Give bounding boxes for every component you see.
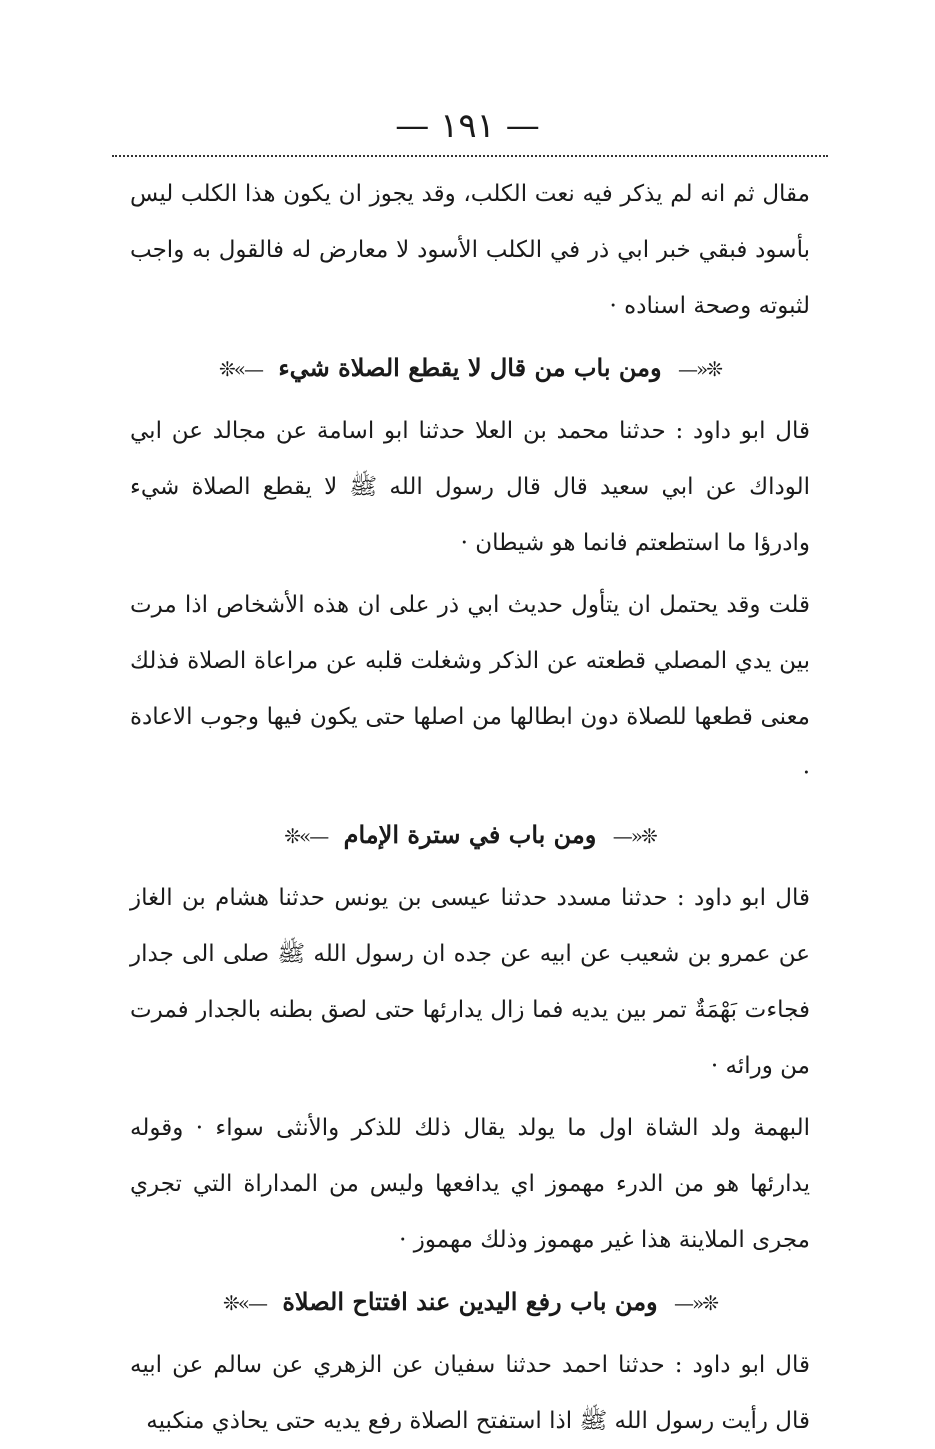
paragraph-3: قلت وقد يحتمل ان يتأول حديث ابي ذر على ان هذه الأشخاص اذا مرت بين يدي المصلي قطعته عن الذكر وشغلت قلبه عن مراعاة الصلاة فذلك معنى قطعها للصلاة دون ابطالها من اصلها حتى يكون فيها وجوب الاعادة · (130, 592, 810, 786)
section-heading-1-text: ومن باب من قال لا يقطع الصلاة شيء (278, 353, 662, 382)
section-heading-3-text: ومن باب رفع اليدين عند افتتاح الصلاة (282, 1287, 658, 1316)
paragraph-5: البهمة ولد الشاة اول ما يولد يقال ذلك للذكر والأنثى سواء · وقوله يدارئها هو من الدرء مهموز اي يدافعها وليس من المداراة التي تجري مجرى الملاينة هذا غير مهموز وذلك مهموز · (130, 1115, 810, 1253)
ornament-right-icon: ❊«— (612, 824, 656, 848)
header-divider (112, 155, 828, 157)
ornament-left-icon: —»❊ (284, 824, 328, 848)
page-number: — ١٩١ — (395, 106, 540, 146)
section-heading-2-text: ومن باب في سترة الإمام (343, 820, 597, 849)
section-heading-2 (130, 805, 810, 866)
page-body (130, 166, 810, 1449)
paragraph-2: قال ابو داود : حدثنا محمد بن العلا حدثنا ابو اسامة عن مجالد عن ابي الوداك عن ابي سعيد قال قال رسول الله ﷺ لا يقطع الصلاة شيء وادرؤا ما استطعتم فانما هو شيطان · (130, 418, 810, 556)
section-heading-1 (130, 338, 810, 399)
ornament-right-icon: ❊«— (674, 1291, 718, 1315)
ornament-right-icon: ❊«— (677, 357, 721, 381)
ornament-left-icon: —»❊ (222, 1291, 266, 1315)
paragraph-4: قال ابو داود : حدثنا مسدد حدثنا عيسى بن يونس حدثنا هشام بن الغاز عن عمرو بن شعيب عن ابيه عن جده ان رسول الله ﷺ صلى الى جدار فجاءت بَهْمَةٌ تمر بين يديه فما زال يدارئها حتى لصق بطنه بالجدار فمرت من ورائه · (130, 885, 810, 1079)
ornament-left-icon: —»❊ (219, 357, 263, 381)
paragraph-6: قال ابو داود : حدثنا احمد حدثنا سفيان عن الزهري عن سالم عن ابيه قال رأيت رسول الله ﷺ اذا استفتح الصلاة رفع يديه حتى يحاذي منكبيه (130, 1352, 810, 1434)
section-heading-3 (130, 1272, 810, 1333)
paragraph-1: مقال ثم انه لم يذكر فيه نعت الكلب، وقد يجوز ان يكون هذا الكلب ليس بأسود فبقي خبر ابي ذر في الكلب الأسود لا معارض له فالقول به واجب لثبوته وصحة اسناده · (130, 181, 810, 319)
